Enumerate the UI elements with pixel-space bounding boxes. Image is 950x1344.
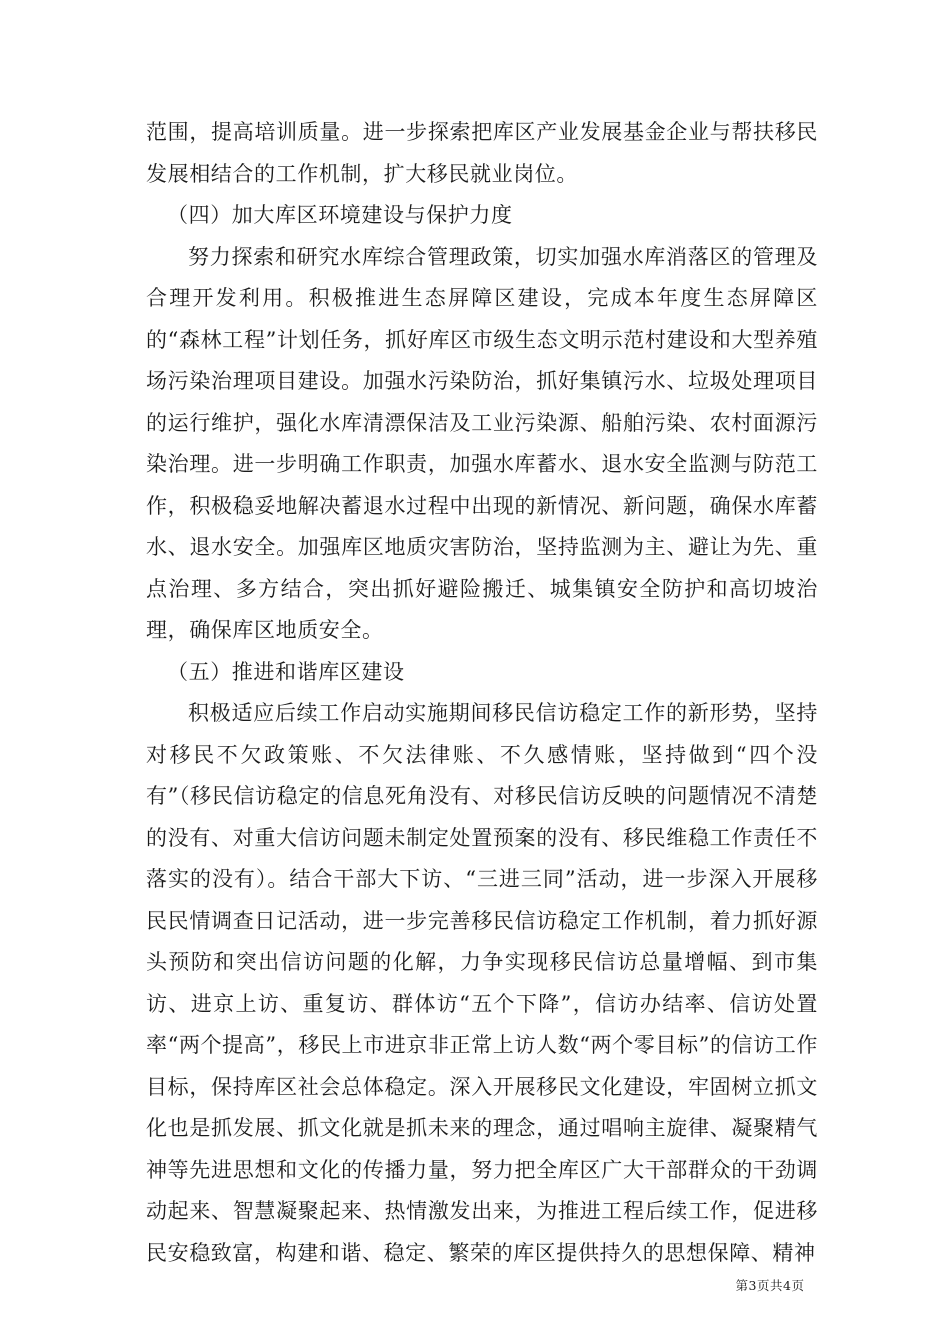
document-body bbox=[146, 112, 818, 1274]
paragraph-continued: 范围，提高培训质量。进一步探索把库区产业发展基金企业与帮扶移民发展相结合的工作机制，扩大移民就业岗位。 bbox=[146, 120, 818, 186]
page-number: 第3页共4页 bbox=[735, 1278, 805, 1293]
section-heading-5: （五）推进和谐库区建设 bbox=[167, 659, 405, 684]
paragraph-harmony: 积极适应后续工作启动实施期间移民信访稳定工作的新形势，坚持对移民不欠政策账、不欠法律账、不久感情账，坚持做到“四个没有”（移民信访稳定的信息死角没有、对移民信访反映的问题情况不清楚的没有、对重大信访问题未制定处置预案的没有、移民维稳工作责任不落实的没有）。结合干部大下访、“三进三同”活动，进一步深入开展移民民情调查日记活动，进一步完善移民信访稳定工作机制，着力抓好源头预防和突出信访问题的化解，力争实现移民信访总量增幅、到市集访、进京上访、重复访、群体访“五个下降”，信访办结率、信访处置率“两个提高”，移民上市进京非正常上访人数“两个零目标”的信访工作目标，保持库区社会总体稳定。深入开展移民文化建设，牢固树立抓文化也是抓发展、抓文化就是抓未来的理念，通过唱响主旋律、凝聚精气神等先进思想和文化的传播力量，努力把全库区广大干部群众的干劲调动起来、智慧凝聚起来、热情激发出来，为推进工程后续工作，促进移民安稳致富，构建和谐、稳定、繁荣的库区提供持久的思想保障、精神 bbox=[146, 701, 818, 1265]
paragraph-environment: 努力探索和研究水库综合管理政策，切实加强水库消落区的管理及合理开发利用。积极推进生态屏障区建设，完成本年度生态屏障区的“森林工程”计划任务，抓好库区市级生态文明示范村建设和大型养殖场污染治理项目建设。加强水污染防治，抓好集镇污水、垃圾处理项目的运行维护，强化水库清漂保洁及工业污染源、船舶污染、农村面源污染治理。进一步明确工作职责，加强水库蓄水、退水安全监测与防范工作，积极稳妥地解决蓄退水过程中出现的新情况、新问题，确保水库蓄水、退水安全。加强库区地质灾害防治，坚持监测为主、避让为先、重点治理、多方结合，突出抓好避险搬迁、城集镇安全防护和高切坡治理，确保库区地质安全。 bbox=[146, 244, 818, 642]
section-heading-4: （四）加大库区环境建设与保护力度 bbox=[167, 203, 513, 227]
